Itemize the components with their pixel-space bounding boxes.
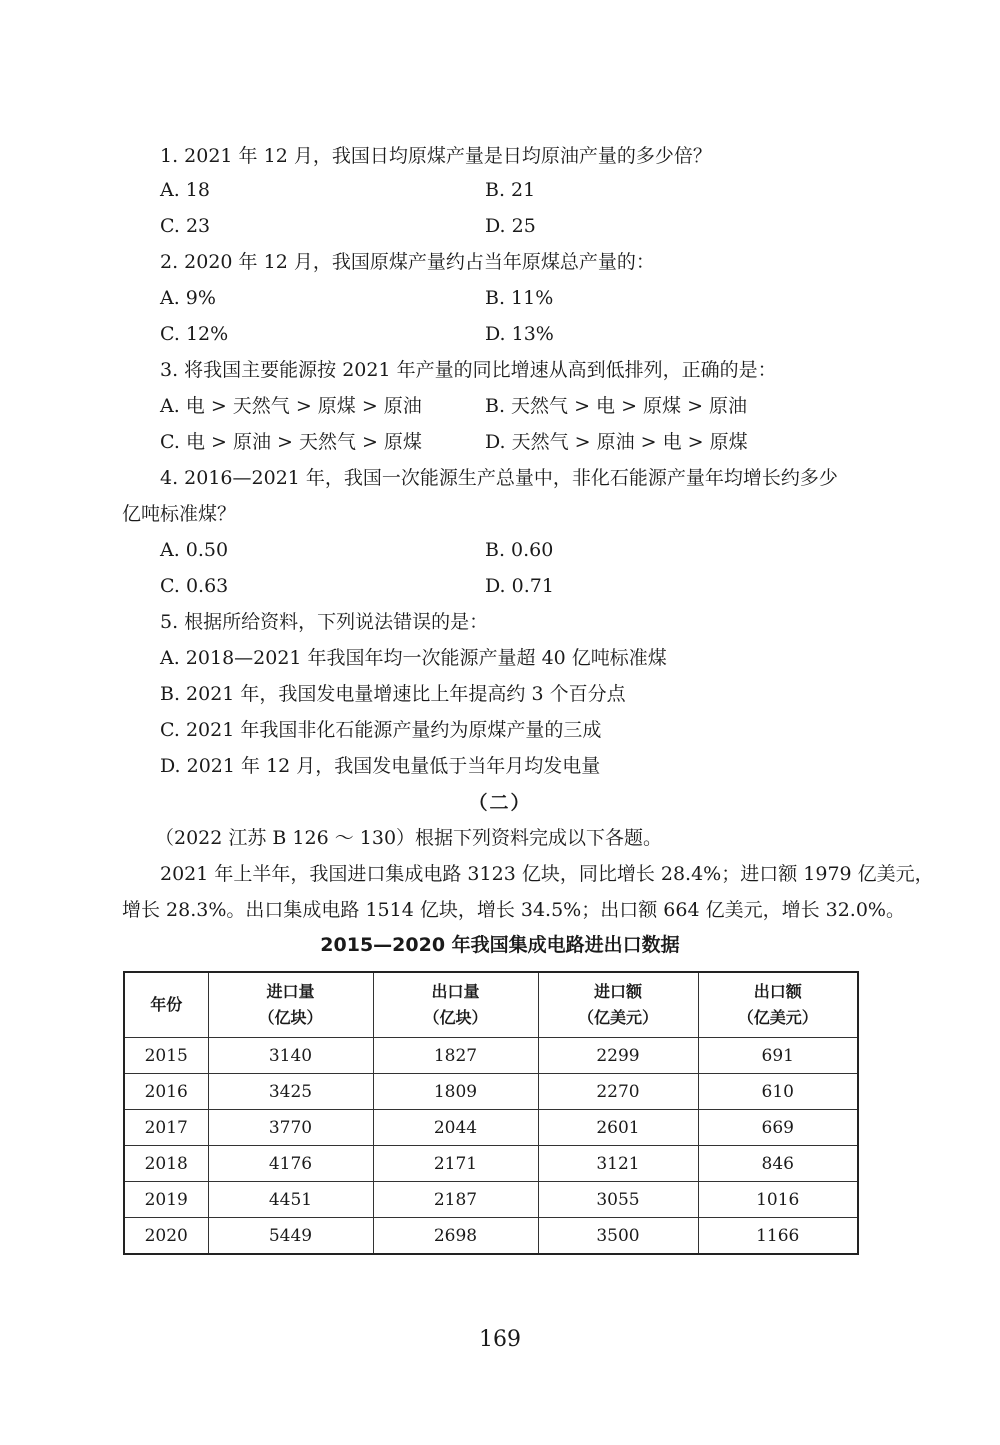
option-4a: A. 0.50 <box>160 539 229 561</box>
option-3c: C. 电 > 原油 > 天然气 > 原煤 <box>160 431 422 453</box>
table-row <box>124 1218 858 1255</box>
cell-export-volume: 2171 <box>373 1146 538 1182</box>
cell-import-volume: 3770 <box>208 1110 373 1146</box>
option-5a: A. 2018—2021 年我国年均一次能源产量超 40 亿吨标准煤 <box>160 647 667 669</box>
table-row <box>124 1038 858 1074</box>
cell-export-value: 610 <box>698 1074 858 1110</box>
cell-export-value: 1016 <box>698 1182 858 1218</box>
table-title: 2015—2020 年我国集成电路进出口数据 <box>320 934 680 956</box>
header-year <box>124 972 208 1038</box>
header-unit: （亿美元） <box>577 1008 658 1027</box>
header-export-volume <box>373 972 538 1038</box>
cell-import-volume: 3140 <box>208 1038 373 1074</box>
option-4b: B. 0.60 <box>485 539 554 561</box>
cell-year: 2015 <box>124 1038 208 1074</box>
option-3d: D. 天然气 > 原油 > 电 > 原煤 <box>485 431 748 453</box>
cell-export-volume: 1809 <box>373 1074 538 1110</box>
page-number: 169 <box>479 1327 521 1352</box>
header-unit: （亿块） <box>258 1008 323 1027</box>
header-label: 进口量 <box>266 982 315 1001</box>
table-row <box>124 1074 858 1110</box>
question-3: 3. 将我国主要能源按 2021 年产量的同比增速从高到低排列，正确的是： <box>160 359 777 381</box>
source-note: （2022 江苏 B 126 ～ 130）根据下列资料完成以下各题。 <box>155 827 663 849</box>
option-3b: B. 天然气 > 电 > 原煤 > 原油 <box>485 395 748 417</box>
option-2c: C. 12% <box>160 323 229 345</box>
cell-import-volume: 4451 <box>208 1182 373 1218</box>
cell-import-volume: 5449 <box>208 1218 373 1255</box>
option-2d: D. 13% <box>485 323 554 345</box>
table-row <box>124 1182 858 1218</box>
cell-export-volume: 1827 <box>373 1038 538 1074</box>
option-5c: C. 2021 年我国非化石能源产量约为原煤产量的三成 <box>160 719 602 741</box>
option-4c: C. 0.63 <box>160 575 229 597</box>
cell-export-value: 669 <box>698 1110 858 1146</box>
cell-import-volume: 4176 <box>208 1146 373 1182</box>
cell-export-value: 691 <box>698 1038 858 1074</box>
header-unit: （亿美元） <box>737 1008 818 1027</box>
cell-year: 2018 <box>124 1146 208 1182</box>
option-4d: D. 0.71 <box>485 575 554 597</box>
cell-year: 2017 <box>124 1110 208 1146</box>
option-5d: D. 2021 年 12 月，我国发电量低于当年月均发电量 <box>160 755 601 777</box>
option-1d: D. 25 <box>485 215 536 237</box>
material-paragraph: 2021 年上半年，我国进口集成电路 3123 亿块，同比增长 28.4%；进口额 1979 亿美元， <box>160 863 934 885</box>
cell-export-volume: 2044 <box>373 1110 538 1146</box>
cell-import-volume: 3425 <box>208 1074 373 1110</box>
cell-import-value: 2601 <box>538 1110 698 1146</box>
cell-export-volume: 2187 <box>373 1182 538 1218</box>
cell-year: 2016 <box>124 1074 208 1110</box>
header-export-value <box>698 972 858 1038</box>
question-4-continued: 亿吨标准煤？ <box>122 503 237 525</box>
question-2: 2. 2020 年 12 月，我国原煤产量约占当年原煤总产量的： <box>160 251 655 273</box>
option-1b: B. 21 <box>485 179 536 201</box>
question-4: 4. 2016—2021 年，我国一次能源生产总量中，非化石能源产量年均增长约多少 <box>160 467 838 489</box>
material-paragraph-continued: 增长 28.3%。出口集成电路 1514 亿块，增长 34.5%；出口额 664 亿美元，增长 32.0%。 <box>122 899 905 921</box>
header-label: 年份 <box>150 995 183 1014</box>
cell-export-value: 846 <box>698 1146 858 1182</box>
option-5b: B. 2021 年，我国发电量增速比上年提高约 3 个百分点 <box>160 683 626 705</box>
table-row <box>124 1146 858 1182</box>
header-unit: （亿块） <box>423 1008 488 1027</box>
cell-import-value: 3500 <box>538 1218 698 1255</box>
header-label: 出口量 <box>431 982 480 1001</box>
ic-trade-table <box>123 971 859 1255</box>
option-3a: A. 电 > 天然气 > 原煤 > 原油 <box>160 395 422 417</box>
header-label: 出口额 <box>753 982 802 1001</box>
option-1c: C. 23 <box>160 215 211 237</box>
section-heading: （二） <box>468 792 532 814</box>
header-label: 进口额 <box>593 982 642 1001</box>
header-import-value <box>538 972 698 1038</box>
option-2a: A. 9% <box>160 287 216 309</box>
cell-import-value: 2299 <box>538 1038 698 1074</box>
question-5: 5. 根据所给资料，下列说法错误的是： <box>160 611 489 633</box>
cell-year: 2019 <box>124 1182 208 1218</box>
cell-import-value: 2270 <box>538 1074 698 1110</box>
cell-import-value: 3055 <box>538 1182 698 1218</box>
question-1: 1. 2021 年 12 月，我国日均原煤产量是日均原油产量的多少倍？ <box>160 145 712 167</box>
header-import-volume <box>208 972 373 1038</box>
cell-import-value: 3121 <box>538 1146 698 1182</box>
table-row <box>124 1110 858 1146</box>
table-header-row <box>124 972 858 1038</box>
cell-export-value: 1166 <box>698 1218 858 1255</box>
option-1a: A. 18 <box>160 179 210 201</box>
cell-year: 2020 <box>124 1218 208 1255</box>
option-2b: B. 11% <box>485 287 554 309</box>
cell-export-volume: 2698 <box>373 1218 538 1255</box>
